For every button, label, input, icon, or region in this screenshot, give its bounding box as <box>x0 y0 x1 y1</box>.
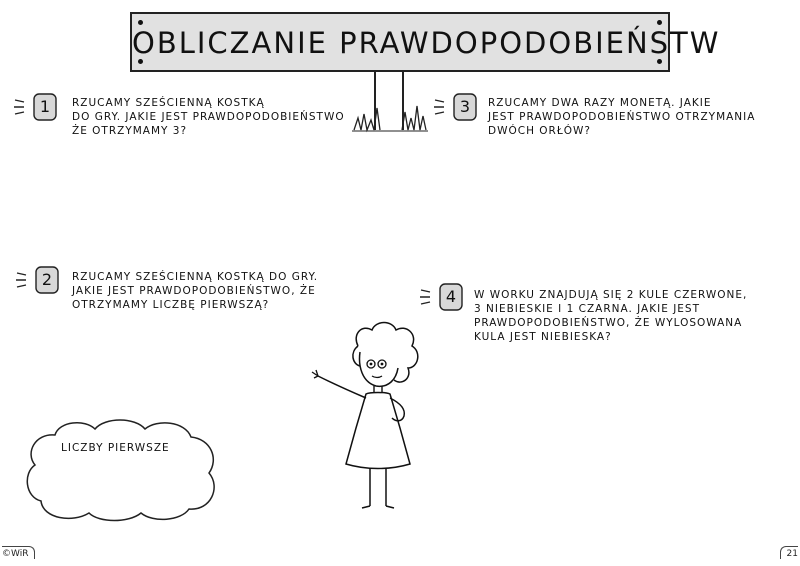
page-number: 21 <box>780 546 798 559</box>
sign-bolt-icon <box>657 20 662 25</box>
task-1-line: DO GRY. JAKIE JEST PRAWDOPODOBIEŃSTWO <box>72 111 345 123</box>
task-4-line: W WORKU ZNAJDUJĄ SIĘ 2 KULE CZERWONE, <box>474 289 748 301</box>
task-4-number-badge <box>436 282 466 312</box>
sparkle-icon <box>12 95 30 119</box>
girl-character-icon <box>300 318 425 523</box>
task-1-line: RZUCAMY SZEŚCIENNĄ KOSTKĄ <box>72 97 265 109</box>
task-3-number: 3 <box>459 97 471 116</box>
task-3-text <box>488 96 755 138</box>
task-2-line: RZUCAMY SZEŚCIENNĄ KOSTKĄ DO GRY. <box>72 271 319 283</box>
task-2-line: OTRZYMAMY LICZBĘ PIERWSZĄ? <box>72 299 270 311</box>
task-2-number-badge <box>32 265 62 295</box>
task-3-line: JEST PRAWDOPODOBIEŃSTWO OTRZYMANIA <box>488 111 756 123</box>
grass-icon <box>352 100 428 134</box>
task-4-line: 3 NIEBIESKIE I 1 CZARNA. JAKIE JEST <box>474 303 700 315</box>
cloud-icon <box>25 415 220 523</box>
task-2-number: 2 <box>41 270 53 289</box>
task-1-number: 1 <box>39 97 51 116</box>
copyright-mark: ©WiR <box>2 546 35 559</box>
task-2-text <box>72 270 318 312</box>
page-title: OBLICZANIE PRAWDOPODOBIEŃSTW <box>132 26 721 60</box>
sparkle-icon <box>418 285 436 309</box>
sparkle-icon <box>432 95 450 119</box>
task-4-line: PRAWDOPODOBIEŃSTWO, ŻE WYLOSOWANA <box>474 317 743 329</box>
task-4-line: KULA JEST NIEBIESKA? <box>474 331 612 343</box>
task-3-line: DWÓCH ORŁÓW? <box>488 125 591 137</box>
sparkle-icon <box>14 268 32 292</box>
task-1-line: ŻE OTRZYMAMY 3? <box>72 125 188 137</box>
prime-numbers-cloud <box>25 415 220 523</box>
sign-bolt-icon <box>138 20 143 25</box>
task-4-number: 4 <box>445 287 457 306</box>
title-sign <box>130 12 721 72</box>
task-3-number-badge <box>450 92 480 122</box>
task-1-number-badge <box>30 92 60 122</box>
task-3-line: RZUCAMY DWA RAZY MONETĄ. JAKIE <box>488 97 712 109</box>
cloud-label: LICZBY PIERWSZE <box>61 442 170 454</box>
task-2-line: JAKIE JEST PRAWDOPODOBIEŃSTWO, ŻE <box>72 285 316 297</box>
task-4-text <box>474 288 747 344</box>
task-1-text <box>72 96 345 138</box>
